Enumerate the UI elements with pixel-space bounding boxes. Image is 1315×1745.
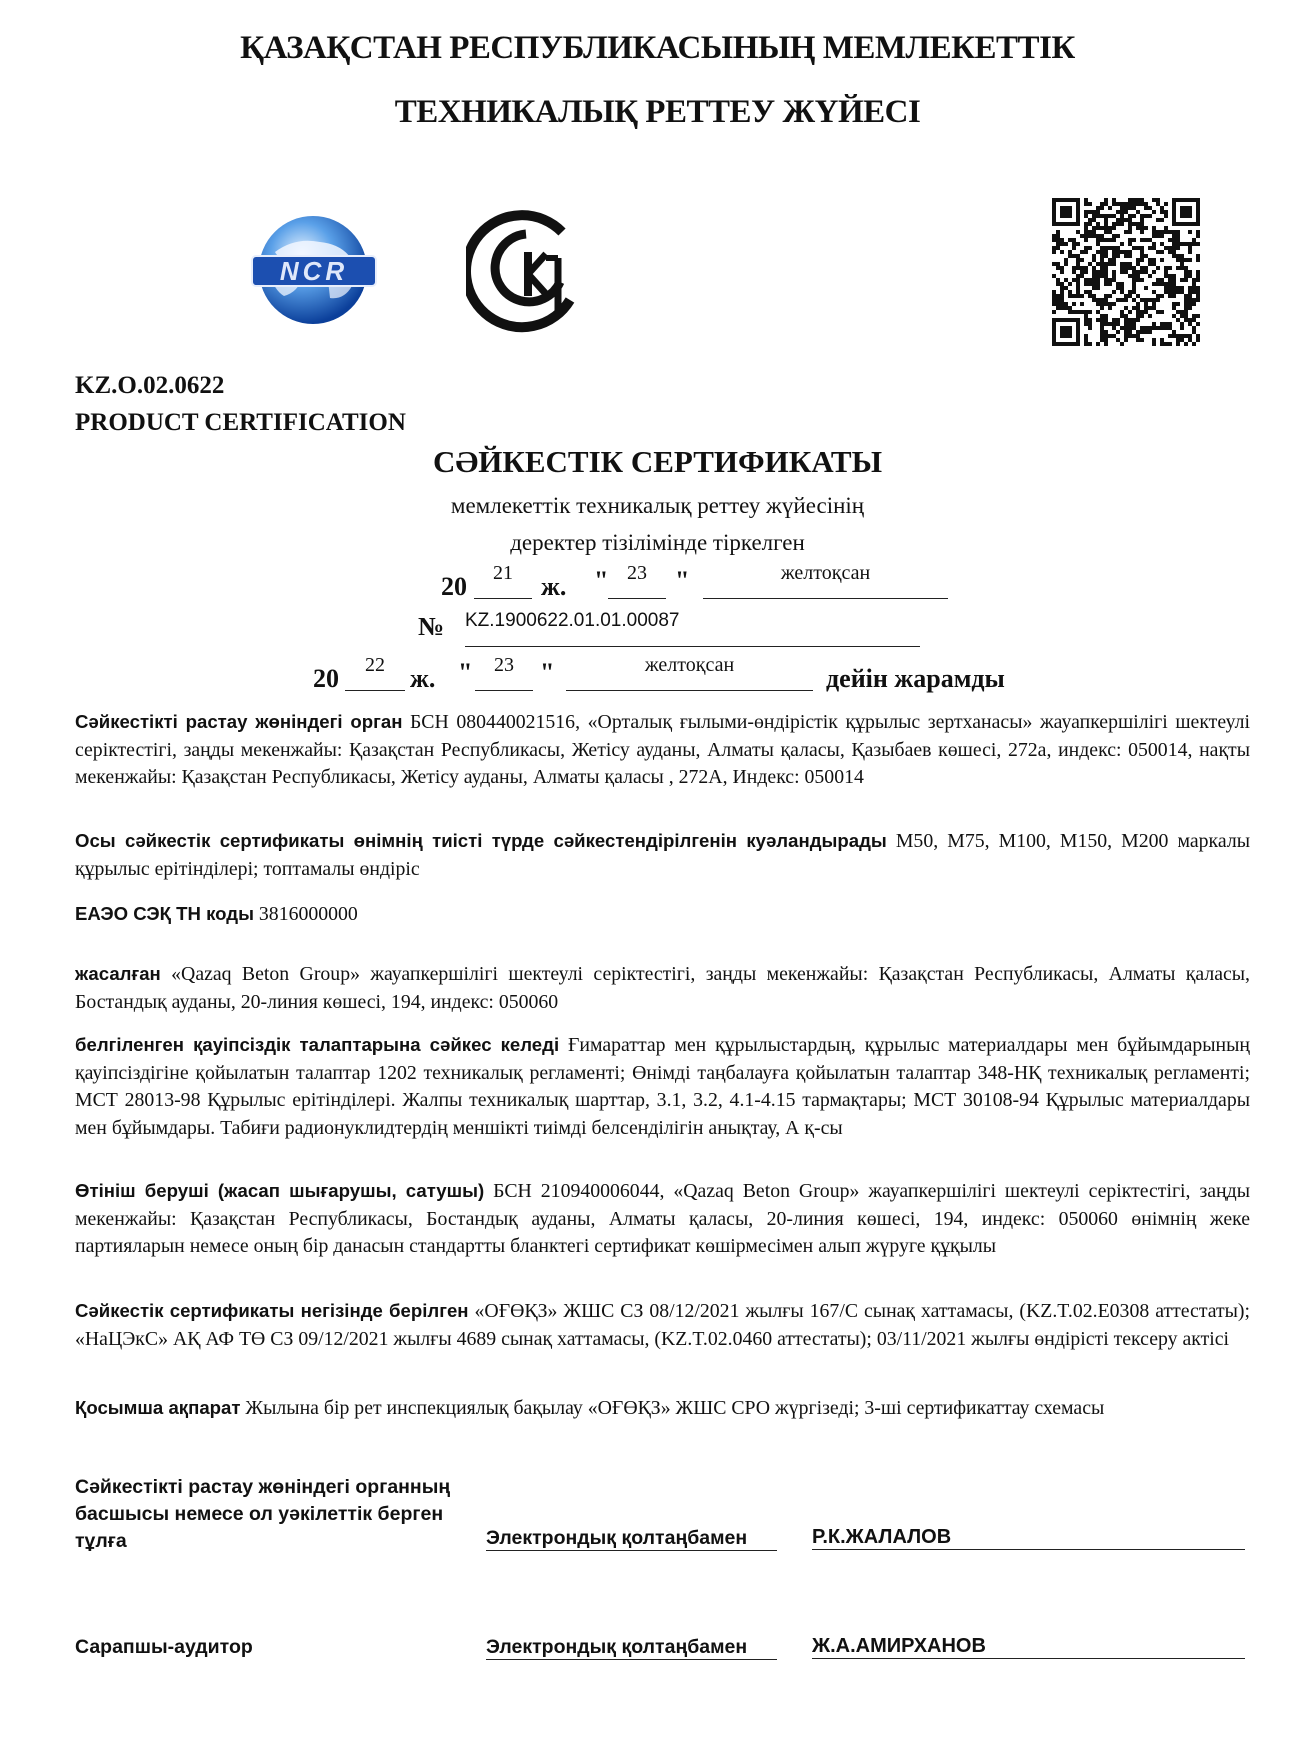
number-label: №	[418, 612, 445, 641]
qr-code-icon	[1052, 198, 1200, 346]
kz-conformity-mark-icon	[466, 208, 596, 333]
valid-until-label: дейін жарамды	[826, 664, 1005, 693]
safety-requirements-paragraph	[75, 1031, 1250, 1142]
valid-date-year-suffix: ж.	[410, 664, 436, 693]
certification-body-label: Сәйкестікті растау жөніндегі орган	[75, 711, 403, 732]
head-signatory-label	[75, 1474, 450, 1555]
auditor-name: Ж.А.АМИРХАНОВ	[812, 1635, 1245, 1659]
product-paragraph	[75, 827, 1250, 883]
issue-date-day: 23	[608, 562, 666, 599]
applicant-paragraph	[75, 1177, 1250, 1261]
product-text: М50, М75, М100, М150, М200 маркалы құрылыс ерітінділері; топтамалы өндіріс	[75, 830, 1250, 880]
certificate-title: СӘЙКЕСТІК СЕРТИФИКАТЫ	[432, 444, 883, 479]
manufacturer-paragraph	[75, 960, 1250, 1016]
tn-code-value: 3816000000	[253, 903, 358, 925]
subtitle-line-1: мемлекеттік техникалық реттеу жүйесінің	[450, 493, 865, 518]
additional-info-text: Жылына бір рет инспекциялық бақылау «ОҒӨҚЗ» ЖШС СРО жүргізеді; 3-ші сертификаттау схемасы	[240, 1397, 1105, 1419]
certification-type: PRODUCT CERTIFICATION	[75, 409, 406, 436]
manufacturer-label: жасалған	[75, 963, 161, 984]
certification-body-paragraph	[75, 708, 1250, 792]
issue-date-century: 20	[441, 572, 467, 601]
applicant-text: БСН 210940006044, «Qazaq Beton Group» жауапкершілігі шектеулі серіктестігі, заңды мекенжайы: Қазақстан Республикасы, Бостандық ауданы, Алматы қаласы, 20-линия көшесі, 194, индекс: 050060 өнімнің жеке партияларын немесе оның бір данасын стандартты бланктегі сертификат көшірмесімен алып жүруге құқылы	[75, 1180, 1250, 1257]
applicant-label: Өтініш беруші (жасап шығарушы, сатушы)	[75, 1180, 485, 1201]
valid-date-day: 23	[475, 654, 533, 691]
valid-date-month: желтоқсан	[566, 654, 813, 691]
issue-date-year-suffix: ж.	[541, 572, 567, 601]
basis-text: «ОҒӨҚЗ» ЖШС СЗ 08/12/2021 жылғы 167/С сынақ хаттамасы, (KZ.T.02.E0308 аттестаты); «НаЦЭкС» АҚ АФ ТӨ СЗ 09/12/2021 жылғы 4689 сынақ хаттамасы, (KZ.T.02.0460 аттестаты); 03/11/2021 жылғы өндірісті тексеру актісі	[75, 1300, 1250, 1350]
tn-code-paragraph	[75, 900, 1250, 929]
valid-until-date	[0, 654, 1315, 699]
head-signatory-line-3: тұлға	[75, 1530, 127, 1552]
head-signatory-name: Р.К.ЖАЛАЛОВ	[812, 1526, 1245, 1550]
additional-info-label: Қосымша ақпарат	[75, 1397, 241, 1418]
subtitle-line-2: деректер тізілімінде тіркелген	[510, 530, 805, 555]
ncr-logo-text: NCR	[279, 256, 349, 286]
product-label: Осы сәйкестік сертификаты өнімнің тиісті түрде сәйкестендірілгенін куәландырады	[75, 830, 887, 851]
tn-code-label: ЕАЭО СЭҚ ТН коды	[75, 903, 254, 924]
issue-date-month: желтоқсан	[703, 562, 948, 599]
head-signatory-line-2: басшысы немесе ол уәкілеттік берген	[75, 1503, 444, 1525]
auditor-signature-method: Электрондық қолтаңбамен	[486, 1636, 777, 1660]
ncr-logo	[240, 212, 385, 337]
valid-date-quote-open: "	[458, 658, 473, 687]
issue-date-year: 21	[474, 562, 532, 599]
issue-date-quote-open: "	[594, 566, 609, 595]
issue-date-quote-close: "	[675, 566, 690, 595]
safety-requirements-text: Ғимараттар мен құрылыстардың, құрылыс материалдары мен бұйымдарының қауіпсіздігіне қойылатын талаптар 1202 техникалық регламенті; Өнімді таңбалауға қойылатын талаптар 348-НҚ техникалық регламенті; МСТ 28013-98 Құрылыс ерітінділері. Жалпы техникалық шарттар, 3.1, 3.2, 4.1-4.15 тармақтары; МСТ 30108-94 Құрылыс материалдары мен бұйымдары. Табиғи радионуклидтердің меншікті тиімді белсенділігін анықтау, А қ-сы	[75, 1034, 1250, 1139]
safety-requirements-label: белгіленген қауіпсіздік талаптарына сәйкес келеді	[75, 1034, 560, 1055]
accreditation-code: KZ.O.02.0622	[75, 372, 225, 399]
additional-info-paragraph	[75, 1394, 1250, 1423]
valid-date-year: 22	[345, 654, 405, 691]
basis-paragraph	[75, 1297, 1250, 1353]
valid-date-century: 20	[313, 664, 339, 693]
valid-date-quote-close: "	[540, 658, 555, 687]
manufacturer-text: «Qazaq Beton Group» жауапкершілігі шектеулі серіктестігі, заңды мекенжайы: Қазақстан Республикасы, Алматы қаласы, Бостандық ауданы, 20-линия көшесі, 194, индекс: 050060	[75, 963, 1250, 1013]
head-signatory-line-1: Сәйкестікті растау жөніндегі органның	[75, 1476, 451, 1498]
issue-date	[0, 562, 1315, 607]
head-signature-method: Электрондық қолтаңбамен	[486, 1527, 777, 1551]
auditor-label: Сарапшы-аудитор	[75, 1636, 253, 1658]
basis-label: Сәйкестік сертификаты негізінде берілген	[75, 1300, 469, 1321]
header-line-1: ҚАЗАҚСТАН РЕСПУБЛИКАСЫНЫҢ МЕМЛЕКЕТТІК	[240, 30, 1075, 66]
header-line-2: ТЕХНИКАЛЫҚ РЕТТЕУ ЖҮЙЕСІ	[394, 94, 921, 130]
certification-body-text: БСН 080440021516, «Орталық ғылыми-өндірістік құрылыс зертханасы» жауапкершілігі шектеулі серіктестігі, заңды мекенжайы: Қазақстан Республикасы, Жетісу ауданы, Алматы қаласы, Қазыбаев көшесі, 272а, индекс: 050014, нақты мекенжайы: Қазақстан Республикасы, Жетісу ауданы, Алматы қаласы , 272А, Индекс: 050014	[75, 711, 1250, 788]
certificate-number: KZ.1900622.01.01.00087	[465, 610, 920, 647]
